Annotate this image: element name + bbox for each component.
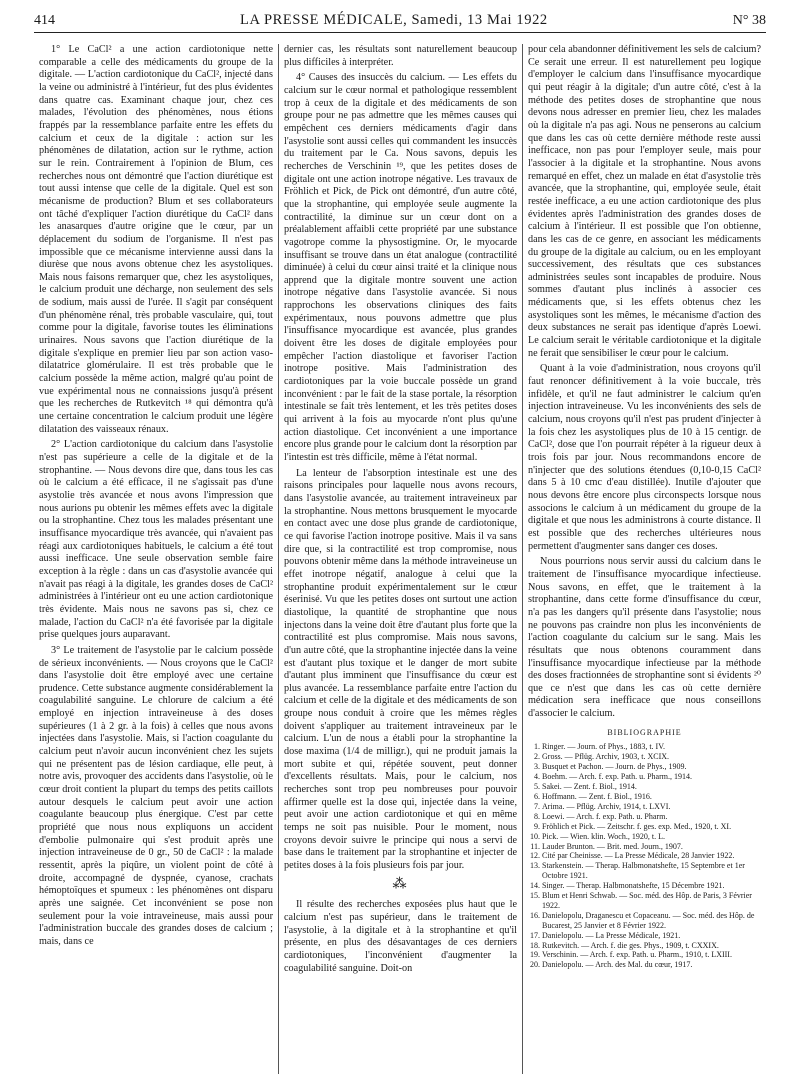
reference-item: 11. Lauder Brunton. — Brit. med. Journ., 1907. bbox=[542, 842, 761, 852]
reference-item: 20. Danielopolu. — Arch. des Mal. du cœur, 1917. bbox=[542, 960, 761, 970]
paragraph: 2° L'action cardiotonique du calcium dans l'asystolie n'est pas supérieure a celle de la digitale et de la strophantine. — Nous devons dire que, dans tous les cas où le calcium a été efficace, il ne s'agissait pas d'une asystolie très avancée et nous avons l'impression que nous aurions pu obtenir les mêmes effets avec la digitale ou la strophantine. Chez tous les malades présentant une insuffisance myocardique très avancée, qui n'avaient pas réagi aux cardiotoniques habituels, le calcium a été tout aussi inefficace. Une seule observation semble faire exception à la règle : dans un cas d'asystolie avancée qui n'avait pas réagi à la digitale, les grandes doses de CaCl² administrées à l'intérieur ont eu une action cardiotonique très évidente. Mais nous ne savons pas si, chez ce malade, l'action du CaCl² n'a été favorisée par la digitale prise quelques jours auparavant. bbox=[39, 439, 273, 641]
page-header bbox=[34, 12, 766, 33]
reference-item: 6. Hoffmann. — Zent. f. Biol., 1916. bbox=[542, 792, 761, 802]
reference-item: 13. Starkenstein. — Therap. Halbmonatshefte, 15 Septembre et 1er Octobre 1921. bbox=[542, 861, 761, 881]
reference-item: 12. Cité par Cheinisse. — La Presse Médicale, 28 Janvier 1922. bbox=[542, 851, 761, 861]
paragraph: La lenteur de l'absorption intestinale est une des raisons principales pour laquelle nous avons recours, dans l'asystolie avancée, au traitement intraveineux par la strophantine. Nous mettons brusquement le myocarde en contact avec une dose plus grande de cardiotonique, ce qui favorise l'action inotrope positive. Mais il va sans dire que, si la contractilité est trop compromise, nous pouvons obtenir même dans la méthode intraveineuse un effet inotrope négatif, analogue à celui que la strophantine produit expérimentalement sur le cœur éserinisé. Vu que les petites doses ont surtout une action diastolique, la quantité de strophantine que nous injectons dans la veine doit être d'autant plus forte que la contractilité est plus compromise. Mais nous savons, d'un autre côté, que la strophantine injectée dans la veine est d'autant plus toxique et le danger de mort subite d'autant plus imminent que l'insuffisance du cœur est plus avancée. La ressemblance parfaite entre l'action du calcium et celle de la digitale et des médicaments de son groupe nous conduit à croire que les mêmes règles doivent s'appliquer au traitement intraveineux par le calcium. L'un de nous a établi pour la strophantine la dose maxima (1/4 de milligr.), qui ne produit jamais la mort subite et qui, répétée souvent, peut donner d'excellents résultats. Mais, pour le calcium, nos recherches sont trop peu nombreuses pour pouvoir affirmer quelle est la dose qui, injectée dans la veine, peut avoir une action cardiotonique et qui en même temps ne soit pas nuisible. Pour le moment, nous croyons devoir suivre le principe qui nous a servi de base dans le traitement par la strophantine et injecter de petites doses à la fois plusieurs fois par jour. bbox=[284, 467, 517, 871]
paragraph: Nous pourrions nous servir aussi du calcium dans le traitement de l'insuffisance myocardique infectieuse. Nous savons, en effet, que le traitement à la strophantine, dans cette forme d'insuffisance du cœur, n'a pas les dangers qu'il présente dans l'asystolie; nous ne pouvons pas craindre non plus les inconvénients de l'action coagulante du calcium sur le sang. Mais les résultats que nous obtenons couramment dans l'insuffisance myocardique infectieuse par la méthode des doses fractionnées de strophantine sont si évidents ²⁰ que ce n'est que dans les cas où cette dernière médication sera inefficace que nous conseillons d'associer le calcium. bbox=[528, 556, 761, 720]
bibliography-list bbox=[528, 742, 761, 970]
column-left bbox=[34, 44, 278, 1074]
paragraph: dernier cas, les résultats sont naturellement beaucoup plus difficiles à interpréter. bbox=[284, 44, 517, 68]
reference-item: 9. Fröhlich et Pick. — Zeitschr. f. ges. exp. Med., 1920, t. XI. bbox=[542, 822, 761, 832]
paragraph: 4° Causes des insuccès du calcium. — Les effets du calcium sur le cœur normal et pathologique ressemblent trop à ceux de la digitale et des médicaments de son groupe pour ne pas admettre que les mêmes causes qui empêchent ces derniers médicaments d'agir dans l'asystolie sont aussi celles qui commandent les insuccès du traitement par le Ca. Nous savons, depuis les recherches de Verschinin ¹⁹, que les petites doses de digitale ont une action inotrope négative. Les travaux de Fröhlich et Pick, de Pick ont démontré, d'un autre côté, que la strophantine, qui employée seule augmente la contractilité, la diminue sur un cœur dont on a préalablement affaibli cette propriété par une substance vagotrope comme la physostigmine. Or, le myocarde insuffisant se trouve dans un état analogue (contractilité diminuée) à celui du cœur ainsi traité et la clinique nous apprend que la digitale montre souvent une action inotrope négative dans l'asystolie avancée. Si nous rapprochons les observations cliniques des faits expérimentaux, nous pouvons admettre que plus l'insuffisance myocardique est avancée, plus grandes doivent être les doses de digitale employées pour empêcher l'action diastolique et favoriser l'action inotrope positive. Mais l'administration des cardiotoniques par la voie buccale possède un grand inconvénient : par le fait de la stase portale, la résorption intestinale se fait très lentement, et les très petites doses qui arrivent à la fois au myocarde n'ont plus qu'une action diastolique. Cet inconvénient a une importance encore plus grande pour le calcium dont la résorption par l'intestin est très difficile, même à l'état normal. bbox=[284, 72, 517, 463]
reference-item: 8. Loewi. — Arch. f. exp. Path. u. Pharm. bbox=[542, 812, 761, 822]
reference-item: 14. Singer. — Therap. Halbmonatshefte, 15 Décembre 1921. bbox=[542, 881, 761, 891]
paragraph: pour cela abandonner définitivement les sels de calcium? Ce serait une erreur. Il est naturellement peu logique d'employer le calcium dans l'insuffisance myocardique qui peut réagir à la digitale; d'un autre côté, c'est à la méthode des petites doses de strophantine que nous devons nous adresser en premier lieu, chez les malades où la digitale n'a pas agi. Nous ne penserons au calcium que dans les cas où cette dernière méthode reste aussi inefficace, non pas pour l'employer seule, mais pour l'associer à la digitale et la strophantine. Nous avons remarqué en effet, chez un malade en état d'asystolie très avancée, que la strophantine, qui, employée seule, était restée inefficace, a eu une action cardiotonique des plus évidentes après l'administration des grandes doses de calcium à l'intérieur. Il est possible que l'on obtienne, dans les cas de ce genre, en associant les médicaments du groupe de la digitale au calcium, ou en les employant successivement, des résultats que ces substances administrées seules sont incapables de produire. Nous sommes d'autant plus inclinés à associer ces médicaments que, si les effets obtenus chez les asystoliques sont les mêmes, le mécanisme d'action des deux substances ne serait pas identique d'après Loewi. Le calcium serait le véritable cardiotonique et la digitale ne ferait que sensibiliser le cœur pour le calcium. bbox=[528, 44, 761, 359]
paragraph: 1° Le CaCl² a une action cardiotonique nette comparable a celle des médicaments du groupe de la digitale. — L'action cardiotonique du CaCl², injecté dans la veine ou administré à l'intérieur, fut des plus évidentes dans quatre cas. Examinant chaque jour, chez ces malades, l'évolution des phénomènes, nous étions frappés par la ressemblance parfaite entre les effets du calcium et ceux de la digitale : action sur les phénomènes de dilatation, action sur le rythme, action sur le rein. Contrairement à l'opinion de Blum, ces recherches nous ont démontré que l'action diurétique est tout aussi intense que celle de la digitale. Quel est son mécanisme de production? Blum et ses collaborateurs ont tâché d'expliquer l'action diurétique du CaCl² dans les anasarques d'autre origine que le cœur, par un déplacement du sodium de l'organisme. Il n'est pas impossible que ce mécanisme intervienne aussi dans la diurèse que nous avons obtenue chez les asystoliques. Mais nous faisons remarquer que, chez les asystoliques, le calcium produit une décharge, non seulement des sels de sodium, mais aussi de l'urée. Il s'agit par conséquent d'un phénomène rénal, très probable vasculaire, qui, tout comme pour la digitale, favorise toutes les éliminations urinaires. Nous savons que l'action diurétique de la digitale s'explique en premier lieu par son action vaso-dilatatrice glomérulaire. Il est très probable que le calcium possède la même action, malgré qu'au point de vue expérimental nous ne connaissions jusqu'à présent que les recherches de Rutkevitch ¹⁸ qui démontra qu'à une certaine concentration le calcium produit une légère dilatation des vaisseaux rénaux. bbox=[39, 44, 273, 435]
journal-title: LA PRESSE MÉDICALE, Samedi, 13 Mai 1922 bbox=[240, 12, 548, 28]
reference-item: 10. Pick. — Wien. klin. Woch., 1920, t. L. bbox=[542, 832, 761, 842]
reference-item: 18. Rutkevitch. — Arch. f. die ges. Phys., 1909, t. CXXIX. bbox=[542, 941, 761, 951]
paragraph: Quant à la voie d'administration, nous croyons qu'il faut renoncer définitivement à la voie buccale, très infidèle, et qu'il ne faut administrer le calcium qu'en injection intraveineuse. Vu les inconvénients des sels de calcium, nous croyons qu'il n'est pas prudent d'injecter à la fois chez les asystoliques plus de 10 à 15 centigr. de CaCl², dose que l'on pourrait répéter à la rigueur deux à trois fois par jour. Nous recommandons encore de n'injecter que des solutions étendues (0,10-0,15 CaCl² dans 5 à 10 cmc d'eau distillée). Inutile d'ajouter que nous devons être encore plus circonspects lorsque nous associons le calcium à un médicament du groupe de la digitale et que nous les administrons à courte distance. Il est possible que des recherches ultérieures nous permettent d'augmenter sans danger ces doses. bbox=[528, 363, 761, 552]
reference-item: 5. Sakei. — Zent. f. Biol., 1914. bbox=[542, 782, 761, 792]
issue-number: N° 38 bbox=[732, 13, 766, 28]
page-number: 414 bbox=[34, 13, 55, 28]
reference-item: 3. Busquet et Pachon. — Journ. de Phys., 1909. bbox=[542, 762, 761, 772]
reference-item: 7. Arima. — Pflüg. Archiv, 1914, t. LXVI. bbox=[542, 802, 761, 812]
reference-item: 1. Ringer. — Journ. of Phys., 1883, t. IV. bbox=[542, 742, 761, 752]
reference-item: 2. Gross. — Pflüg. Archiv, 1903, t. XCIX. bbox=[542, 752, 761, 762]
paragraph: 3° Le traitement de l'asystolie par le calcium possède de sérieux inconvénients. — Nous croyons que le CaCl² dans l'asystolie doit être employé avec une certaine prudence. Cette substance augmente considérablement la coagulabilité sanguine. Le chlorure de calcium a été employé en injection intraveineuse à des doses supérieures (1 à 2 gr. à la fois) à celles que nous avons injectées dans l'asystolie. Mais, si l'action coagulante du calcium peut n'avoir aucun inconvénient chez les sujets qui ne présentent pas de lésion cardiaque, elle peut, à notre avis, provoquer des accidents dans l'asystolie, où le cœur droit contient la plupart du temps des petits caillots autour desquels le calcium peut avoir une action coagulante beaucoup plus énergique. C'est par cette propriété que nous nous expliquons un accident d'embolie pulmonaire qui s'est produit après une injection intraveineuse de 0 gr., 50 de CaCl² : la malade ressentit, après la piqûre, un violent point de côté à droite, accompagné de dyspnée, cyanose, crachats hémoptoïques et spumeux : les phénomènes ont disparu après une saignée. Cet inconvénient se pose non seulement pour la voie intraveineuse, mais aussi pour l'administration buccale des grandes doses de calcium ; mais, dans ce bbox=[39, 644, 273, 947]
column-right bbox=[522, 44, 766, 1074]
reference-item: 17. Danielopolu. — La Presse Médicale, 1921. bbox=[542, 931, 761, 941]
reference-item: 19. Verschinin. — Arch. f. exp. Path. u. Pharm., 1910, t. LXIII. bbox=[542, 950, 761, 960]
reference-item: 4. Boehm. — Arch. f. exp. Path. u. Pharm., 1914. bbox=[542, 772, 761, 782]
column-middle bbox=[278, 44, 522, 1074]
section-separator: ⁂ bbox=[392, 876, 409, 892]
reference-item: 15. Blum et Henri Schwab. — Soc. méd. des Hôp. de Paris, 3 Février 1922. bbox=[542, 891, 761, 911]
article-columns bbox=[34, 44, 766, 1074]
bibliography-title: BIBLIOGRAPHIE bbox=[607, 727, 682, 737]
reference-item: 16. Danielopolu, Draganescu et Copaceanu. — Soc. méd. des Hôp. de Bucarest, 25 Janvier et 8 Février 1922. bbox=[542, 911, 761, 931]
paragraph: Il résulte des recherches exposées plus haut que le calcium n'est pas supérieur, dans le traitement de l'asystolie, à la digitale et à la strophantine et qu'il présente, en plus des désavantages de ces derniers cardiotoniques, l'inconvénient d'augmenter la coagulabilité sanguine. Doit-on bbox=[284, 899, 517, 974]
